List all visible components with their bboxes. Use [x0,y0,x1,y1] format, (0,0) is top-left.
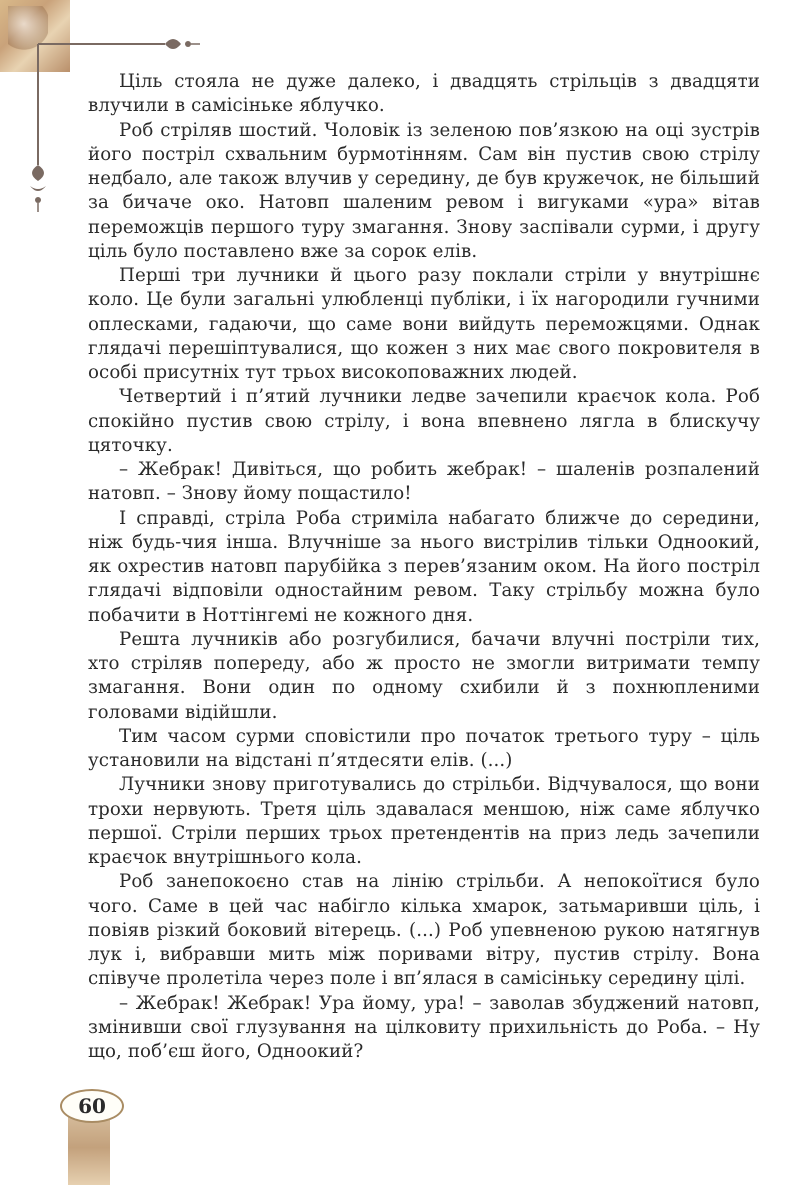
paragraph: Роб стріляв шостий. Чоловік із зеленою пов’язкою на оці зустрів його постріл схвальним бурмотінням. Сам він пустив свою стрілу недбало, але також влучив у середину, де був кружечок, не більший за бичаче око. Натовп шаленим ревом і вигуками «ура» вітав переможців першого туру змагання. Знову заспівали сурми, і другу ціль було поставлено вже за сорок елів. [88,119,760,262]
paragraph: Ціль стояла не дуже далеко, і двадцять стрільців з двадцяти влучили в самісіньке яблучко. [88,71,760,117]
paragraph: Решта лучників або розгубилися, бачачи влучні постріли тих, хто стріляв попереду, або ж просто не змогли витримати темпу змагання. Вони один по одному схибили й з похнюпленими головами відійшли. [88,628,760,723]
body-text [88,70,760,1064]
paragraph: Роб занепокоєно став на лінію стрільби. А непокоїтися було чого. Саме в цей час набігло кілька хмарок, затьмаривши ціль, і повіяв різкий боковий вітерець. (...) Роб упевненою рукою натягнув лук і, вибравши мить між поривами вітру, пустив стрілу. Вона співуче пролетіла через поле і вп’ялася в самісіньку середину цілі. [88,871,760,990]
paragraph: Лучники знову приготувались до стрільби. Відчувалося, що вони трохи нервують. Третя ціль здавалася меншою, ніж саме яблучко першої. Стріли перших трьох претендентів на приз ледь зачепили краєчок внутрішнього кола. [88,774,760,868]
paragraph: Тим часом сурми сповістили про початок третього туру – ціль установили на відстані п’ятдесяти елів. (...) [88,725,760,771]
paragraph: – Жебрак! Дивіться, що робить жебрак! – шаленів розпалений натовп. – Знову йому пощастило! [88,459,760,505]
paragraph: Перші три лучники й цього разу поклали стріли у внутрішнє коло. Це були загальні улюбленці публіки, і їх нагородили гучними оплесками, гадаючи, що саме вони вийдуть переможцями. Однак глядачі перешіптувалися, що кожен з них має свого покровителя в особі присутніх тут трьох високоповажних людей. [88,265,760,383]
paragraph: – Жебрак! Жебрак! Ура йому, ура! – заволав збуджений натовп, змінивши свої глузування на цілковиту прихильність до Роба. – Ну що, поб’єш його, Одноокий? [88,992,760,1062]
paragraph: І справді, стріла Роба стриміла набагато ближче до середини, ніж будь-чия інша. Влучніше за нього вистрілив тільки Одноокий, як охрестив натовп парубійка з перев’язаним оком. На його постріл глядачі відповіли одностайним ревом. Таку стрільбу можна було побачити в Ноттінгемі не кожного дня. [88,507,760,626]
paragraph: Четвертий і п’ятий лучники ледве зачепили краєчок кола. Роб спокійно пустив свою стрілу, і вона впевнено лягла в блискучу цяточку. [88,386,760,456]
page-number: 60 [60,1089,124,1123]
